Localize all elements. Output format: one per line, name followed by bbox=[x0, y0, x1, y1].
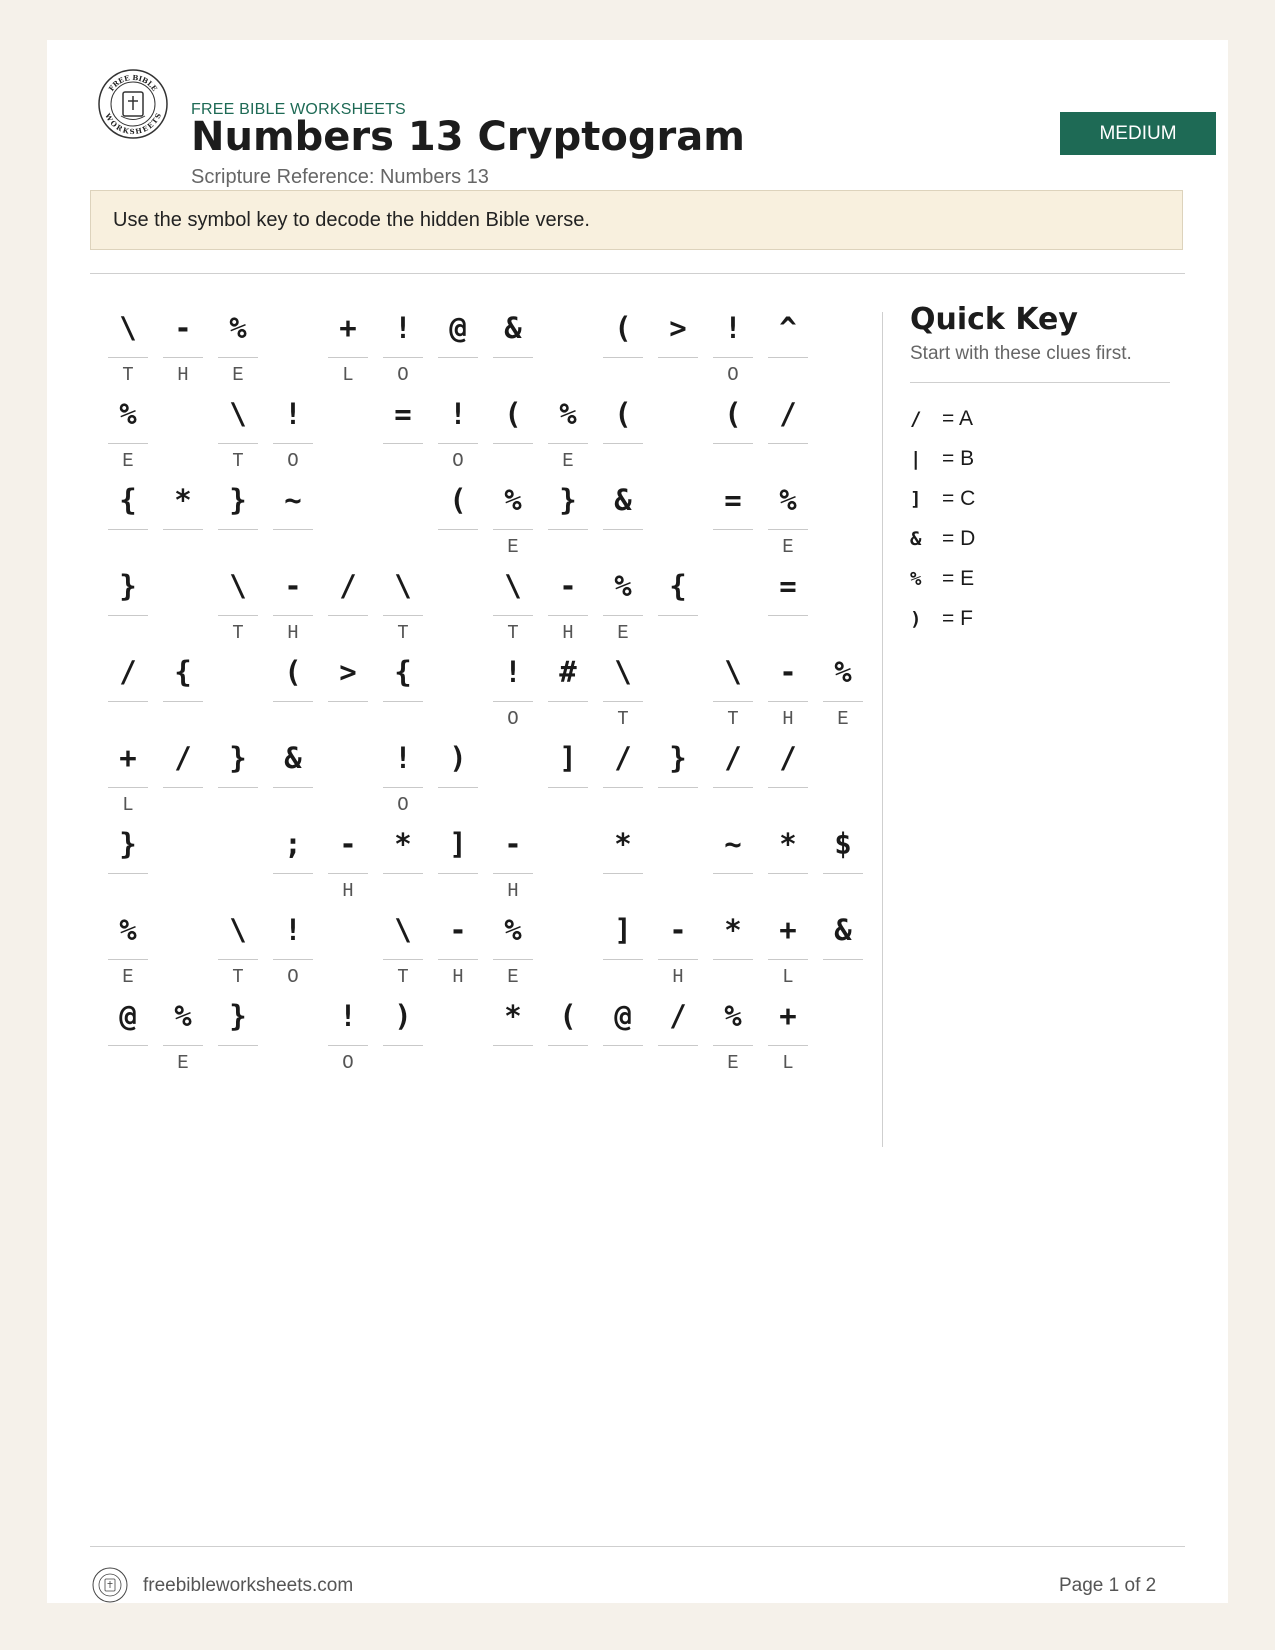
answer-blank[interactable] bbox=[383, 873, 423, 874]
page-number: Page 1 of 2 bbox=[1059, 1575, 1157, 1596]
key-value: = D bbox=[942, 527, 976, 550]
cipher-symbol: \ bbox=[394, 913, 412, 947]
answer-blank[interactable] bbox=[768, 959, 808, 960]
answer-blank[interactable] bbox=[713, 443, 753, 444]
cipher-symbol: ! bbox=[284, 397, 302, 431]
cipher-symbol: = bbox=[779, 569, 797, 603]
letter-hint: H bbox=[782, 708, 794, 730]
letter-hint: L bbox=[782, 1052, 794, 1074]
answer-blank[interactable] bbox=[328, 873, 368, 874]
letter-hint: E bbox=[837, 708, 849, 730]
cipher-symbol: / bbox=[614, 741, 632, 775]
answer-blank[interactable] bbox=[713, 959, 753, 960]
cipher-symbol: ( bbox=[724, 397, 742, 431]
answer-blank[interactable] bbox=[273, 443, 313, 444]
letter-hint: H bbox=[177, 364, 189, 386]
answer-blank[interactable] bbox=[163, 701, 203, 702]
answer-blank[interactable] bbox=[328, 1045, 368, 1046]
letter-hint: L bbox=[782, 966, 794, 988]
answer-blank[interactable] bbox=[273, 529, 313, 530]
letter-hint: T bbox=[122, 364, 134, 386]
cipher-symbol: } bbox=[669, 741, 687, 775]
letter-hint: T bbox=[232, 966, 244, 988]
cipher-symbol: } bbox=[119, 827, 137, 861]
letter-hint: T bbox=[617, 708, 629, 730]
letter-hint: H bbox=[672, 966, 684, 988]
answer-blank[interactable] bbox=[438, 959, 478, 960]
letter-hint: T bbox=[727, 708, 739, 730]
cryptogram-grid bbox=[47, 40, 852, 1240]
answer-blank[interactable] bbox=[328, 615, 368, 616]
answer-blank[interactable] bbox=[218, 529, 258, 530]
answer-blank[interactable] bbox=[603, 615, 643, 616]
answer-blank[interactable] bbox=[603, 873, 643, 874]
answer-blank[interactable] bbox=[823, 873, 863, 874]
letter-hint: L bbox=[122, 794, 134, 816]
cipher-symbol: + bbox=[779, 999, 797, 1033]
cipher-symbol: ! bbox=[394, 741, 412, 775]
cipher-symbol: } bbox=[119, 569, 137, 603]
letter-hint: H bbox=[562, 622, 574, 644]
letter-hint: E bbox=[782, 536, 794, 558]
cipher-symbol: % bbox=[614, 569, 632, 603]
answer-blank[interactable] bbox=[273, 959, 313, 960]
cipher-symbol: - bbox=[669, 913, 687, 947]
key-symbol: ] bbox=[910, 488, 922, 510]
answer-blank[interactable] bbox=[548, 787, 588, 788]
answer-blank[interactable] bbox=[108, 357, 148, 358]
cipher-symbol: / bbox=[724, 741, 742, 775]
cipher-symbol: & bbox=[284, 741, 302, 775]
cipher-symbol: \ bbox=[229, 569, 247, 603]
cipher-symbol: % bbox=[119, 913, 137, 947]
answer-blank[interactable] bbox=[328, 701, 368, 702]
cipher-symbol: = bbox=[394, 397, 412, 431]
cipher-symbol: % bbox=[504, 913, 522, 947]
key-value: = B bbox=[942, 447, 975, 470]
quick-key-divider bbox=[910, 382, 1170, 383]
cipher-symbol: / bbox=[669, 999, 687, 1033]
letter-hint: E bbox=[507, 966, 519, 988]
letter-hint: H bbox=[452, 966, 464, 988]
cipher-symbol: / bbox=[339, 569, 357, 603]
logo-text-bottom: WORKSHEETS bbox=[103, 111, 163, 137]
cipher-symbol: } bbox=[229, 483, 247, 517]
cipher-symbol: % bbox=[559, 397, 577, 431]
answer-blank[interactable] bbox=[658, 357, 698, 358]
vertical-divider bbox=[882, 312, 883, 1147]
cipher-symbol: - bbox=[339, 827, 357, 861]
cipher-symbol: ( bbox=[614, 311, 632, 345]
answer-blank[interactable] bbox=[163, 529, 203, 530]
key-symbol: % bbox=[910, 568, 922, 590]
answer-blank[interactable] bbox=[548, 615, 588, 616]
key-symbol: | bbox=[910, 448, 922, 470]
cipher-symbol: ( bbox=[614, 397, 632, 431]
cipher-symbol: \ bbox=[229, 397, 247, 431]
answer-blank[interactable] bbox=[273, 787, 313, 788]
answer-blank[interactable] bbox=[493, 873, 533, 874]
letter-hint: O bbox=[397, 794, 409, 816]
letter-hint: E bbox=[122, 966, 134, 988]
cipher-symbol: $ bbox=[834, 827, 852, 861]
answer-blank[interactable] bbox=[768, 443, 808, 444]
letter-hint: E bbox=[562, 450, 574, 472]
letter-hint: O bbox=[287, 450, 299, 472]
cipher-symbol: ] bbox=[559, 741, 577, 775]
cipher-symbol: { bbox=[669, 569, 687, 603]
key-value: = C bbox=[942, 487, 976, 510]
footer-divider bbox=[90, 1546, 1185, 1547]
cipher-symbol: { bbox=[394, 655, 412, 689]
answer-blank[interactable] bbox=[493, 959, 533, 960]
answer-blank[interactable] bbox=[548, 443, 588, 444]
answer-blank[interactable] bbox=[108, 615, 148, 616]
cipher-symbol: / bbox=[174, 741, 192, 775]
letter-hint: T bbox=[397, 966, 409, 988]
letter-hint: E bbox=[617, 622, 629, 644]
letter-hint: O bbox=[287, 966, 299, 988]
cipher-symbol: @ bbox=[449, 311, 467, 345]
cipher-symbol: - bbox=[284, 569, 302, 603]
cipher-symbol: ] bbox=[614, 913, 632, 947]
answer-blank[interactable] bbox=[438, 443, 478, 444]
difficulty-badge: MEDIUM bbox=[1060, 112, 1216, 155]
answer-blank[interactable] bbox=[438, 873, 478, 874]
answer-blank[interactable] bbox=[658, 615, 698, 616]
answer-blank[interactable] bbox=[658, 959, 698, 960]
answer-blank[interactable] bbox=[218, 357, 258, 358]
cipher-symbol: % bbox=[779, 483, 797, 517]
answer-blank[interactable] bbox=[603, 443, 643, 444]
cipher-symbol: \ bbox=[119, 311, 137, 345]
letter-hint: T bbox=[232, 622, 244, 644]
answer-blank[interactable] bbox=[383, 615, 423, 616]
letter-hint: O bbox=[452, 450, 464, 472]
cipher-symbol: ( bbox=[449, 483, 467, 517]
answer-blank[interactable] bbox=[713, 873, 753, 874]
key-value: = F bbox=[942, 607, 973, 630]
answer-blank[interactable] bbox=[768, 357, 808, 358]
cipher-symbol: > bbox=[669, 311, 687, 345]
answer-blank[interactable] bbox=[218, 787, 258, 788]
key-symbol: / bbox=[910, 408, 922, 430]
answer-blank[interactable] bbox=[768, 615, 808, 616]
cipher-symbol: ! bbox=[449, 397, 467, 431]
letter-hint: O bbox=[397, 364, 409, 386]
answer-blank[interactable] bbox=[273, 615, 313, 616]
quick-key-item bbox=[910, 479, 1175, 519]
quick-key-item bbox=[910, 599, 1175, 639]
cipher-symbol: % bbox=[174, 999, 192, 1033]
cipher-symbol: - bbox=[449, 913, 467, 947]
answer-blank[interactable] bbox=[273, 873, 313, 874]
letter-hint: E bbox=[507, 536, 519, 558]
cipher-symbol: ~ bbox=[724, 827, 742, 861]
answer-blank[interactable] bbox=[273, 701, 313, 702]
answer-blank[interactable] bbox=[383, 701, 423, 702]
cipher-symbol: + bbox=[339, 311, 357, 345]
quick-key-item bbox=[910, 559, 1175, 599]
answer-blank[interactable] bbox=[603, 1045, 643, 1046]
answer-blank[interactable] bbox=[383, 1045, 423, 1046]
cipher-symbol: \ bbox=[229, 913, 247, 947]
cipher-symbol: } bbox=[229, 741, 247, 775]
cipher-symbol: } bbox=[559, 483, 577, 517]
scripture-reference: Scripture Reference: Numbers 13 bbox=[191, 166, 489, 188]
cipher-symbol: - bbox=[779, 655, 797, 689]
cipher-symbol: \ bbox=[724, 655, 742, 689]
answer-blank[interactable] bbox=[218, 1045, 258, 1046]
answer-blank[interactable] bbox=[658, 787, 698, 788]
cipher-symbol: > bbox=[339, 655, 357, 689]
cipher-symbol: ; bbox=[284, 827, 302, 861]
letter-hint: E bbox=[232, 364, 244, 386]
answer-blank[interactable] bbox=[163, 1045, 203, 1046]
answer-blank[interactable] bbox=[823, 701, 863, 702]
answer-blank[interactable] bbox=[383, 357, 423, 358]
cipher-symbol: ( bbox=[559, 999, 577, 1033]
answer-blank[interactable] bbox=[108, 873, 148, 874]
answer-blank[interactable] bbox=[548, 529, 588, 530]
answer-blank[interactable] bbox=[383, 443, 423, 444]
answer-blank[interactable] bbox=[493, 1045, 533, 1046]
cipher-symbol: % bbox=[119, 397, 137, 431]
logo-text-top: FREE BIBLE bbox=[106, 72, 160, 93]
cipher-symbol: ( bbox=[284, 655, 302, 689]
quick-key-list bbox=[910, 399, 1175, 639]
answer-blank[interactable] bbox=[768, 701, 808, 702]
quick-key-item bbox=[910, 399, 1175, 439]
letter-hint: E bbox=[177, 1052, 189, 1074]
cipher-symbol: { bbox=[174, 655, 192, 689]
answer-blank[interactable] bbox=[108, 787, 148, 788]
answer-blank[interactable] bbox=[658, 1045, 698, 1046]
cipher-symbol: - bbox=[559, 569, 577, 603]
cipher-symbol: # bbox=[559, 655, 577, 689]
answer-blank[interactable] bbox=[218, 443, 258, 444]
answer-blank[interactable] bbox=[438, 357, 478, 358]
cipher-symbol: & bbox=[614, 483, 632, 517]
answer-blank[interactable] bbox=[493, 357, 533, 358]
cipher-symbol: + bbox=[119, 741, 137, 775]
brand-name: FREE BIBLE WORKSHEETS bbox=[191, 101, 406, 118]
answer-blank[interactable] bbox=[383, 959, 423, 960]
answer-blank[interactable] bbox=[548, 1045, 588, 1046]
cipher-symbol: - bbox=[504, 827, 522, 861]
answer-blank[interactable] bbox=[493, 701, 533, 702]
cipher-symbol: * bbox=[614, 827, 632, 861]
answer-blank[interactable] bbox=[768, 787, 808, 788]
cipher-symbol: ! bbox=[504, 655, 522, 689]
cipher-symbol: - bbox=[174, 311, 192, 345]
key-value: = E bbox=[942, 567, 975, 590]
answer-blank[interactable] bbox=[108, 529, 148, 530]
cipher-symbol: / bbox=[779, 741, 797, 775]
answer-blank[interactable] bbox=[603, 787, 643, 788]
cipher-symbol: ~ bbox=[284, 483, 302, 517]
cipher-symbol: / bbox=[119, 655, 137, 689]
key-symbol: ) bbox=[910, 608, 922, 630]
letter-hint: L bbox=[342, 364, 354, 386]
cipher-symbol: * bbox=[779, 827, 797, 861]
answer-blank[interactable] bbox=[713, 357, 753, 358]
letter-hint: E bbox=[727, 1052, 739, 1074]
key-value: = A bbox=[942, 407, 973, 430]
answer-blank[interactable] bbox=[108, 701, 148, 702]
cipher-symbol: & bbox=[834, 913, 852, 947]
letter-hint: O bbox=[727, 364, 739, 386]
letter-hint: E bbox=[122, 450, 134, 472]
answer-blank[interactable] bbox=[603, 701, 643, 702]
letter-hint: O bbox=[507, 708, 519, 730]
footer-logo-icon bbox=[92, 1567, 128, 1603]
answer-blank[interactable] bbox=[713, 529, 753, 530]
cipher-symbol: ! bbox=[284, 913, 302, 947]
answer-blank[interactable] bbox=[768, 1045, 808, 1046]
answer-blank[interactable] bbox=[218, 615, 258, 616]
answer-blank[interactable] bbox=[108, 443, 148, 444]
cipher-symbol: ! bbox=[394, 311, 412, 345]
cipher-symbol: % bbox=[504, 483, 522, 517]
answer-blank[interactable] bbox=[163, 357, 203, 358]
quick-key-item bbox=[910, 519, 1175, 559]
quick-key-subtitle: Start with these clues first. bbox=[910, 343, 1132, 364]
answer-blank[interactable] bbox=[438, 787, 478, 788]
footer-website: freebibleworksheets.com bbox=[143, 1575, 354, 1596]
cipher-symbol: * bbox=[394, 827, 412, 861]
answer-blank[interactable] bbox=[218, 959, 258, 960]
letter-hint: H bbox=[507, 880, 519, 902]
answer-blank[interactable] bbox=[493, 615, 533, 616]
key-symbol: & bbox=[910, 528, 922, 550]
answer-blank[interactable] bbox=[768, 873, 808, 874]
cipher-symbol: + bbox=[779, 913, 797, 947]
cipher-symbol: \ bbox=[394, 569, 412, 603]
cipher-symbol: ( bbox=[504, 397, 522, 431]
answer-blank[interactable] bbox=[163, 787, 203, 788]
answer-blank[interactable] bbox=[383, 787, 423, 788]
page-title: Numbers 13 Cryptogram bbox=[191, 114, 745, 160]
worksheet-page bbox=[47, 40, 1228, 1603]
cipher-symbol: ! bbox=[724, 311, 742, 345]
cipher-symbol: { bbox=[119, 483, 137, 517]
answer-blank[interactable] bbox=[548, 701, 588, 702]
cipher-symbol: @ bbox=[119, 999, 137, 1033]
answer-blank[interactable] bbox=[713, 701, 753, 702]
letter-hint: T bbox=[232, 450, 244, 472]
answer-blank[interactable] bbox=[108, 1045, 148, 1046]
answer-blank[interactable] bbox=[713, 787, 753, 788]
cipher-symbol: & bbox=[504, 311, 522, 345]
cipher-symbol: ! bbox=[339, 999, 357, 1033]
answer-blank[interactable] bbox=[713, 1045, 753, 1046]
letter-hint: T bbox=[507, 622, 519, 644]
answer-blank[interactable] bbox=[438, 529, 478, 530]
answer-blank[interactable] bbox=[493, 529, 533, 530]
cipher-symbol: ) bbox=[449, 741, 467, 775]
letter-hint: O bbox=[342, 1052, 354, 1074]
answer-blank[interactable] bbox=[328, 357, 368, 358]
instructions-text: Use the symbol key to decode the hidden Bible verse. bbox=[113, 208, 590, 231]
quick-key-panel bbox=[910, 302, 1175, 639]
answer-blank[interactable] bbox=[603, 959, 643, 960]
cipher-symbol: @ bbox=[614, 999, 632, 1033]
cipher-symbol: % bbox=[724, 999, 742, 1033]
quick-key-item bbox=[910, 439, 1175, 479]
answer-blank[interactable] bbox=[493, 443, 533, 444]
cipher-symbol: ] bbox=[449, 827, 467, 861]
cipher-symbol: = bbox=[724, 483, 742, 517]
cipher-symbol: * bbox=[504, 999, 522, 1033]
cipher-symbol: / bbox=[779, 397, 797, 431]
answer-blank[interactable] bbox=[603, 357, 643, 358]
letter-hint: H bbox=[342, 880, 354, 902]
cipher-symbol: * bbox=[174, 483, 192, 517]
cipher-symbol: * bbox=[724, 913, 742, 947]
cipher-symbol: ) bbox=[394, 999, 412, 1033]
cipher-symbol: ^ bbox=[779, 311, 797, 345]
answer-blank[interactable] bbox=[768, 529, 808, 530]
letter-hint: T bbox=[397, 622, 409, 644]
answer-blank[interactable] bbox=[108, 959, 148, 960]
cipher-symbol: \ bbox=[504, 569, 522, 603]
cipher-symbol: } bbox=[229, 999, 247, 1033]
cipher-symbol: % bbox=[229, 311, 247, 345]
answer-blank[interactable] bbox=[823, 959, 863, 960]
quick-key-title: Quick Key bbox=[910, 302, 1078, 337]
cipher-symbol: \ bbox=[614, 655, 632, 689]
letter-hint: H bbox=[287, 622, 299, 644]
cipher-symbol: % bbox=[834, 655, 852, 689]
answer-blank[interactable] bbox=[603, 529, 643, 530]
